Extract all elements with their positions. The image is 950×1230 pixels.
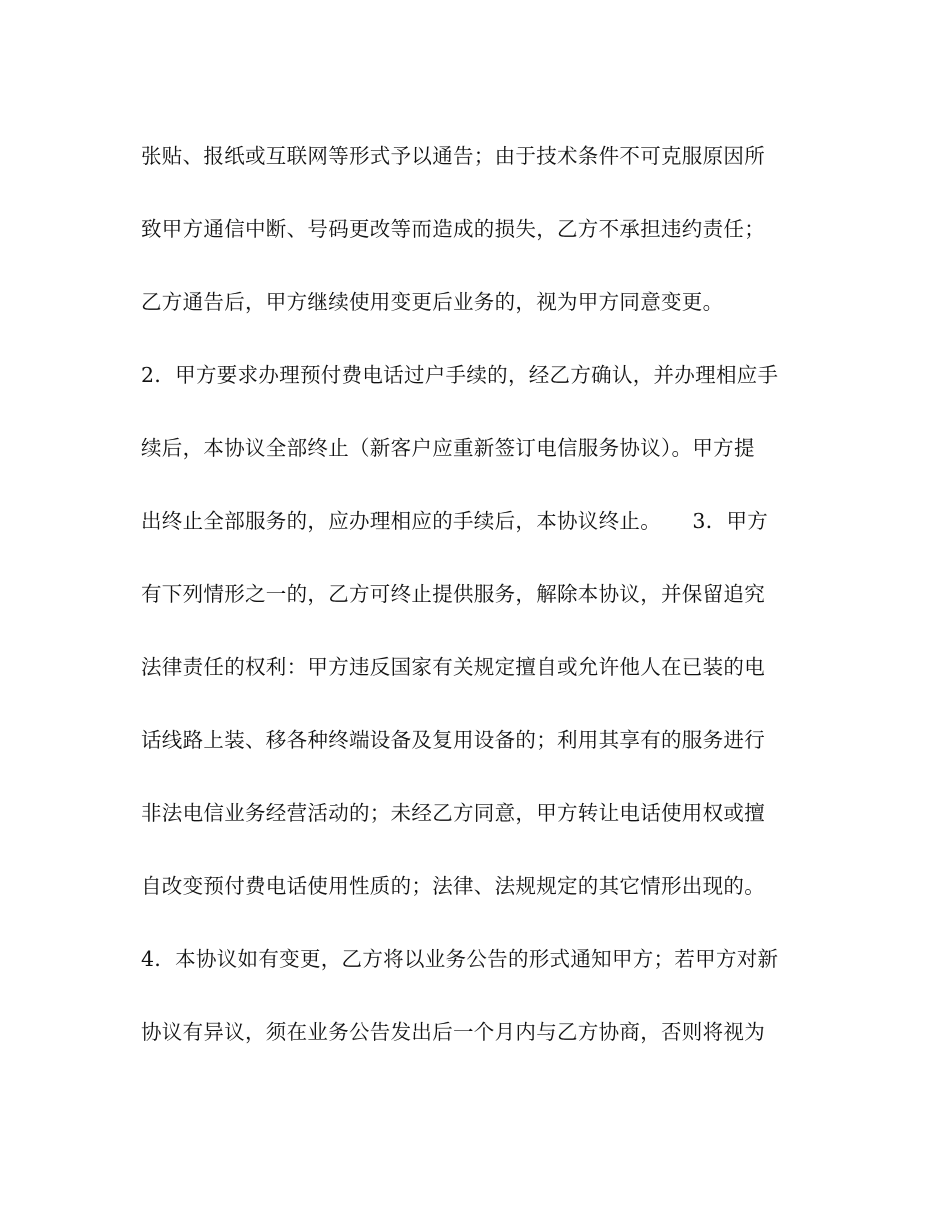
text-line: 话线路上装、移各种终端设备及复用设备的；利用其享有的服务进行	[141, 728, 765, 752]
document-body	[141, 138, 821, 1087]
text-line: 张贴、报纸或互联网等形式予以通告；由于技术条件不可克服原因所	[141, 144, 765, 168]
text-line: 有下列情形之一的，乙方可终止提供服务，解除本协议，并保留追究	[141, 582, 765, 606]
text-line: 致甲方通信中断、号码更改等而造成的损失，乙方不承担违约责任；	[141, 217, 765, 241]
text-line: 法律责任的权利：甲方违反国家有关规定擅自或允许他人在已装的电	[141, 655, 765, 679]
text-line: 乙方通告后，甲方继续使用变更后业务的，视为甲方同意变更。	[141, 290, 724, 314]
text-line: 非法电信业务经营活动的；未经乙方同意，甲方转让电话使用权或擅	[141, 801, 765, 825]
text-line: 2．甲方要求办理预付费电话过户手续的，经乙方确认，并办理相应手	[141, 363, 779, 387]
text-line: 续后，本协议全部终止（新客户应重新签订电信服务协议）。甲方提	[141, 436, 755, 460]
text-line: 出终止全部服务的，应办理相应的手续后，本协议终止。 3．甲方	[141, 509, 769, 533]
text-line: 自改变预付费电话使用性质的；法律、法规规定的其它情形出现的。	[141, 874, 765, 898]
text-line: 协议有异议，须在业务公告发出后一个月内与乙方协商，否则将视为	[141, 1020, 765, 1044]
text-line: 4．本协议如有变更，乙方将以业务公告的形式通知甲方；若甲方对新	[141, 947, 779, 971]
